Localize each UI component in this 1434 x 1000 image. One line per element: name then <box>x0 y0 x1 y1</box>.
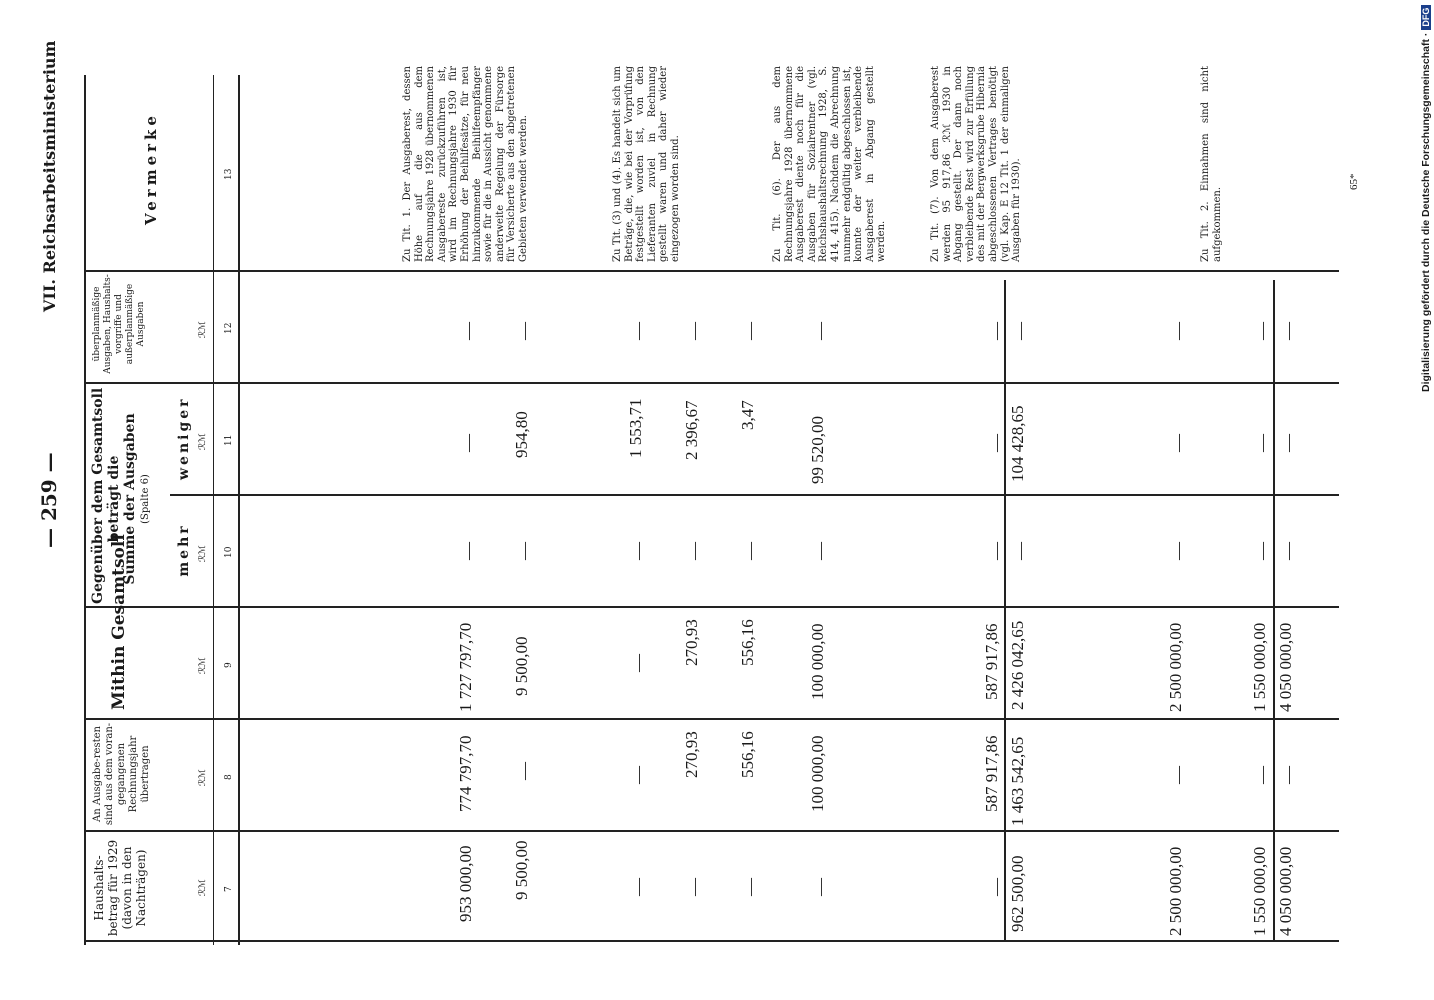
colnum-10: 10 <box>224 546 234 558</box>
header-bottom-rule <box>238 75 240 945</box>
group-line2: beträgt die <box>106 455 122 543</box>
cell-r8-c8: — <box>1168 766 1188 784</box>
note-tit2: Zu Tit. 2. Einnahmen sind nicht aufgekommen. <box>1200 66 1223 262</box>
header-c7: Haushalts-betrag für 1929 (davon in den Nachträgen) <box>92 839 148 937</box>
group-line3: Summe der Ausgaben <box>122 413 138 585</box>
cell-r1-c12: — <box>514 322 534 340</box>
cell-r9-c8: — <box>1252 766 1272 784</box>
cell-r1-c9: 9 500,00 <box>512 636 531 696</box>
cell-r3-c7: — <box>684 878 704 896</box>
cell-r3-c9: 270,93 <box>682 619 701 666</box>
cell-r6-c12: — <box>986 322 1006 340</box>
sep-c10-c11 <box>170 494 1339 496</box>
cell-r7-c9: 2 426 042,65 <box>1008 620 1027 710</box>
digitization-text: Digitalisierung gefördert durch die Deutsche Forschungsgemeinschaft · <box>1420 32 1432 392</box>
cell-r9-c10: — <box>1252 542 1272 560</box>
cell-r0-c10: — <box>458 542 478 560</box>
cell-r9-c9: 1 550 000,00 <box>1250 622 1269 712</box>
cell-r6-c9: 587 917,86 <box>982 623 1001 700</box>
cell-r0-c12: — <box>458 322 478 340</box>
cell-r5-c9: 100 000,00 <box>808 623 827 700</box>
cell-r2-c8: — <box>628 766 648 784</box>
ministry-title: VII. Reichsarbeitsministerium <box>40 40 59 312</box>
cell-r5-c8: 100 000,00 <box>808 735 827 812</box>
cell-r10-c7: 4 050 000,00 <box>1276 846 1295 936</box>
cell-r6-c11: — <box>986 434 1006 452</box>
cell-r10-c12: — <box>1278 322 1298 340</box>
unit-c10: ℛℳ <box>198 545 208 562</box>
subtotal-rule <box>1004 280 1006 940</box>
header-c12: überplanmäßige Ausgaben, Haushalts-vorgriffe und außerplanmäßige Ausgaben <box>92 274 146 374</box>
cell-r10-c10: — <box>1278 542 1298 560</box>
cell-r5-c10: — <box>810 542 830 560</box>
cell-r7-c12: — <box>1010 322 1030 340</box>
cell-r3-c11: 2 396,67 <box>682 400 701 460</box>
note-tit3-4: Zu Tit. (3) und (4). Es handelt sich um Beträge, die, wie bei der Vorprüfung festgestellt worden ist, von den Lieferanten zuviel in Rechnung gestellt waren und daher wieder eingezogen worden sind. <box>612 66 681 262</box>
cell-r6-c10: — <box>986 542 1006 560</box>
cell-r4-c8: 556,16 <box>738 731 757 778</box>
cell-r1-c11: 954,80 <box>512 411 531 458</box>
cell-r7-c8: 1 463 542,65 <box>1008 736 1027 826</box>
cell-r0-c9: 1 727 797,70 <box>456 622 475 712</box>
cell-r3-c10: — <box>684 542 704 560</box>
page-number: — 259 — <box>37 452 61 548</box>
cell-r7-c7: 962 500,00 <box>1008 855 1027 932</box>
cell-r0-c7: 953 000,00 <box>456 845 475 922</box>
cell-r2-c12: — <box>628 322 648 340</box>
group-header <box>90 387 154 604</box>
table-left-rule <box>84 940 1339 942</box>
colnum-8: 8 <box>224 774 234 780</box>
colnum-9: 9 <box>224 662 234 668</box>
cell-r9-c12: — <box>1252 322 1272 340</box>
cell-r5-c7: — <box>810 878 830 896</box>
cell-r4-c9: 556,16 <box>738 619 757 666</box>
sep-c8-c9 <box>84 718 1339 720</box>
unit-c12: ℛℳ <box>198 321 208 338</box>
sep-c11-c12 <box>84 382 1339 384</box>
cell-r9-c11: — <box>1252 434 1272 452</box>
total-rule <box>1273 280 1275 940</box>
cell-r1-c10: — <box>514 542 534 560</box>
unit-c7: ℛℳ <box>198 879 208 896</box>
colnum-12: 12 <box>224 322 234 334</box>
cell-r4-c7: — <box>740 878 760 896</box>
sep-c9-c10 <box>84 606 1339 608</box>
cell-r10-c8: — <box>1278 766 1298 784</box>
signature-mark: 65* <box>1348 173 1360 190</box>
cell-r8-c11: — <box>1168 434 1188 452</box>
cell-r2-c9: — <box>628 654 648 672</box>
cell-r4-c11: 3,47 <box>738 400 757 430</box>
cell-r3-c8: 270,93 <box>682 731 701 778</box>
header-c10: mehr <box>176 523 192 577</box>
cell-r6-c7: — <box>986 878 1006 896</box>
colnum-13: 13 <box>224 168 234 180</box>
note-tit1: Zu Tit. 1. Der Ausgaberest, dessen Höhe auf die aus dem Rechnungsjahre 1928 übernommenen Ausgabereste zurückzuführen ist, wird im Rechnungsjahre 1930 für Erhöhung der Beihilfesätze, für neu hinzukommende Beihilfeempfänger sowie für die in Aussicht genommene anderweite Regelung der Fürsorge für Versicherte aus den abgetretenen Gebieten verwendet werden. <box>402 66 529 262</box>
sep-c12-c13 <box>84 270 1339 272</box>
cell-r0-c11: — <box>458 434 478 452</box>
colnum-11: 11 <box>224 434 234 446</box>
cell-r4-c10: — <box>740 542 760 560</box>
group-line1: Gegenüber dem Gesamtsoll <box>90 387 106 604</box>
unit-c9: ℛℳ <box>198 657 208 674</box>
unit-c11: ℛℳ <box>198 433 208 450</box>
digitization-note <box>1420 5 1432 392</box>
dfg-logo: DFG <box>1421 5 1431 30</box>
cell-r7-c10: — <box>1010 542 1030 560</box>
cell-r8-c9: 2 500 000,00 <box>1166 622 1185 712</box>
cell-r2-c10: — <box>628 542 648 560</box>
cell-r2-c11: 1 553,71 <box>626 398 645 458</box>
cell-r0-c8: 774 797,70 <box>456 735 475 812</box>
header-c9: Mithin Gesamtsoll <box>109 534 129 710</box>
note-tit6: Zu Tit. (6). Der aus dem Rechnungsjahre 1928 übernommene Ausgaberest diente noch für die Ausgaben für Sozialrentner (vgl. Reichshaushaltsrechnung 1928, S. 414, 415). Nachdem die Abrechnung nunmehr endgültig abgeschlossen ist, konnte der weiter verbleibende Ausgaberest in Abgang gestellt werden. <box>772 66 888 262</box>
cell-r5-c11: 99 520,00 <box>808 416 827 484</box>
note-tit7: Zu Tit. (7). Von dem Ausgaberest werden 95 917,86 ℛℳ 1930 in Abgang gestellt. Der dann noch verbleibende Rest wird zur Erfüllung des mit der Bergwerksgrube Hibernia abgeschlossenen Vertrages benötigt (vgl. Kap. E 12 Tit. 1 der einmaligen Ausgaben für 1930). <box>930 66 1023 262</box>
cell-r10-c11: — <box>1278 434 1298 452</box>
header-c13: Vermerke <box>142 112 160 225</box>
header-c8: An Ausgabe-resten sind aus dem voran-gegangenen Rechnungsjahr übertragen <box>92 722 151 826</box>
cell-r4-c12: — <box>740 322 760 340</box>
cell-r2-c7: — <box>628 878 648 896</box>
cell-r3-c12: — <box>684 322 704 340</box>
cell-r6-c8: 587 917,86 <box>982 735 1001 812</box>
cell-r8-c12: — <box>1168 322 1188 340</box>
colnum-rule <box>213 75 214 945</box>
cell-r5-c12: — <box>810 322 830 340</box>
cell-r1-c8: — <box>514 762 534 780</box>
unit-c8: ℛℳ <box>198 769 208 786</box>
cell-r1-c7: 9 500,00 <box>512 840 531 900</box>
table-top-rule <box>84 75 86 945</box>
cell-r10-c9: 4 050 000,00 <box>1276 622 1295 712</box>
colnum-7: 7 <box>224 886 234 892</box>
cell-r9-c7: 1 550 000,00 <box>1250 846 1269 936</box>
cell-r7-c11: 104 428,65 <box>1008 405 1027 482</box>
group-line4: (Spalte 6) <box>140 474 151 524</box>
cell-r8-c7: 2 500 000,00 <box>1166 846 1185 936</box>
header-c11: weniger <box>176 396 192 480</box>
sep-c7-c8 <box>84 830 1339 832</box>
cell-r8-c10: — <box>1168 542 1188 560</box>
